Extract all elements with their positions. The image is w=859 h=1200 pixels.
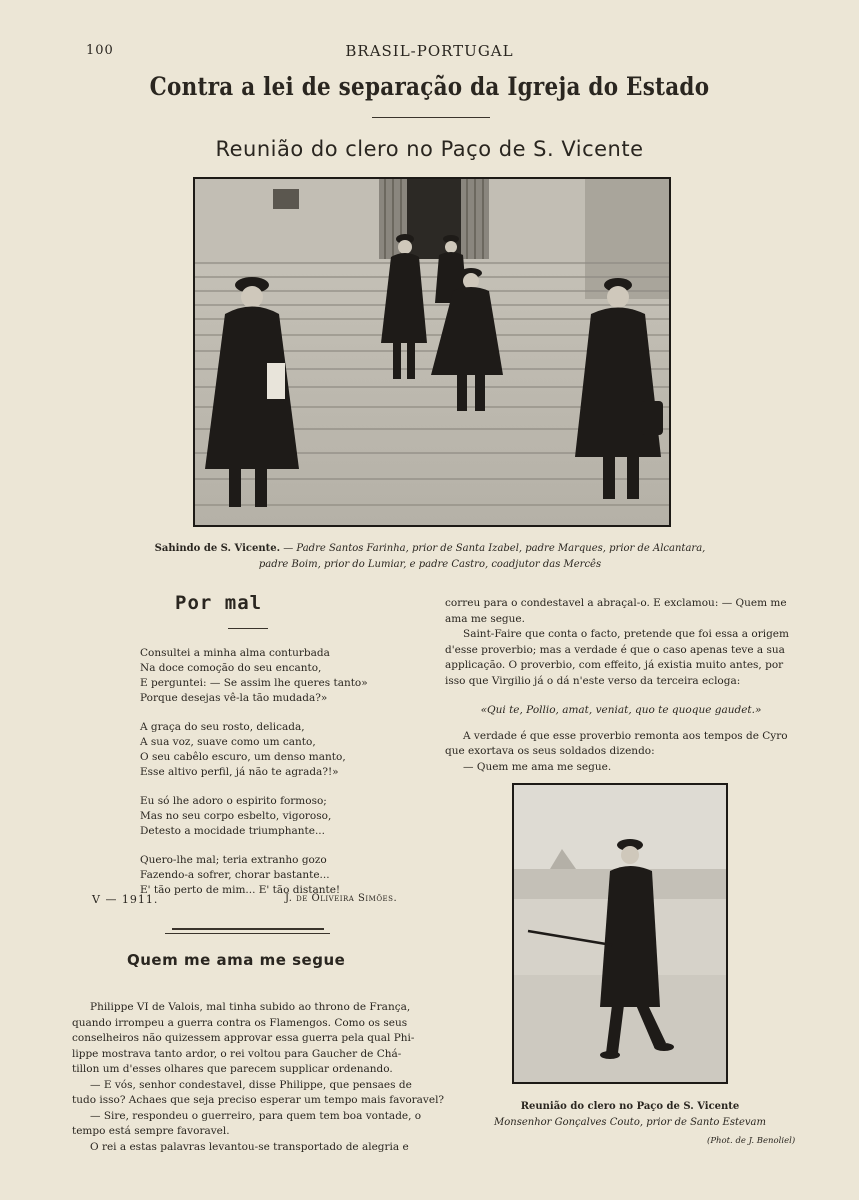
article-title: Contra a lei de separação da Igreja do Estado xyxy=(149,72,710,101)
poem-line: O seu cabêlo escuro, um denso manto, xyxy=(140,751,346,763)
page-number: 100 xyxy=(86,43,114,58)
poem-heading-rule xyxy=(228,628,268,629)
prose-line: — Quem me ama me segue. xyxy=(463,760,612,773)
prose-line: tudo isso? Achaes que seja preciso esperar um tempo mais favoravel? xyxy=(72,1094,445,1106)
poem-heading: Por mal xyxy=(175,592,263,614)
bottom-photo-caption-lead: Reunião do clero no Paço de S. Vicente xyxy=(520,1101,740,1112)
prose-line: lippe mostrava tanto ardor, o rei voltou para Gaucher de Chá- xyxy=(72,1047,402,1060)
poem-line: Eu só lhe adoro o espirito formoso; xyxy=(140,795,327,807)
poem-line: Na doce comoção do seu encanto, xyxy=(140,662,322,674)
poem-line: A graça do seu rosto, delicada, xyxy=(140,721,305,733)
prose-line: conselheiros não quizessem approvar essa guerra pela qual Phi- xyxy=(72,1032,415,1044)
story-right-column xyxy=(445,596,797,775)
poem-author: J. de Oliveira Simões. xyxy=(285,893,398,904)
photo-monsignor-walking-image xyxy=(514,785,726,1082)
poem-line: E perguntei: — Se assim lhe queres tanto» xyxy=(140,677,368,689)
top-photo-caption-lead: Sahindo de S. Vicente. xyxy=(154,543,281,554)
top-photo-caption-names: — Padre Santos Farinha, prior de Santa Izabel, padre Marques, prior de Alcantara, xyxy=(283,543,706,554)
prose-line: Philippe VI de Valois, mal tinha subido ao throno de França, xyxy=(90,1001,411,1013)
prose-line: correu para o condestavel a abraçal-o. E exclamou: — Quem me xyxy=(445,597,787,609)
photo-credit: (Phot. de J. Benoliel) xyxy=(707,1136,796,1146)
prose-line: quando irrompeu a guerra contra os Flamengos. Como os seus xyxy=(72,1016,408,1029)
prose-line: tillon um d'esses olhares que parecem supplicar ordenando. xyxy=(72,1063,393,1075)
bottom-photo-caption xyxy=(460,1099,800,1131)
section-divider-top xyxy=(172,928,324,930)
prose-line: ama me segue. xyxy=(445,612,525,625)
running-head: BRASIL-PORTUGAL xyxy=(345,42,514,60)
poem-stanza xyxy=(140,646,368,706)
section-divider-bottom xyxy=(165,933,330,934)
photo-monsignor-walking xyxy=(512,783,728,1084)
photo-clergy-on-stairs xyxy=(193,177,671,527)
poem-line: Esse altivo perfil, já não te agrada?!» xyxy=(140,766,339,778)
story-left-column xyxy=(72,1000,445,1155)
prose-line: Saint-Faire que conta o facto, pretende que foi essa a origem xyxy=(463,628,789,640)
story-heading: Quem me ama me segue xyxy=(127,951,346,969)
poem-line: A sua voz, suave como um canto, xyxy=(140,736,316,748)
prose-line: — E vós, senhor condestavel, disse Philippe, que pensaes de xyxy=(90,1078,412,1091)
top-photo-caption-line1 xyxy=(100,541,760,557)
poem-body xyxy=(140,646,368,912)
prose-line: — Sire, respondeu o guerreiro, para quem tem boa vontade, o xyxy=(90,1109,422,1122)
article-subtitle: Reunião do clero no Paço de S. Vicente xyxy=(215,137,644,161)
poem-line: Mas no seu corpo esbelto, vigoroso, xyxy=(140,810,332,822)
latin-quote: «Qui te, Pollio, amat, veniat, quo te quoque gaudet.» xyxy=(480,704,762,716)
prose-line: O rei a estas palavras levantou-se transportado de alegria e xyxy=(90,1140,409,1153)
prose-line: d'esse proverbio; mas a verdade é que o caso apenas teve a sua xyxy=(445,643,785,656)
title-rule xyxy=(372,117,490,118)
prose-line: que exortava os seus soldados dizendo: xyxy=(445,745,655,757)
poem-dateline: V — 1911. xyxy=(92,893,159,906)
poem-stanza xyxy=(140,720,368,780)
photo-clergy-on-stairs-image xyxy=(195,179,669,525)
top-photo-caption-names-cont: padre Boim, prior do Lumiar, e padre Castro, coadjutor das Mercês xyxy=(258,559,602,570)
poem-stanza xyxy=(140,794,368,839)
prose-line: applicação. O proverbio, com effeito, já existia muito antes, por xyxy=(445,659,784,671)
prose-line: tempo está sempre favoravel. xyxy=(72,1125,230,1137)
top-photo-caption-line2 xyxy=(100,557,760,573)
poem-line: Fazendo-a sofrer, chorar bastante... xyxy=(140,869,330,881)
poem-line: Porque desejas vê-la tão mudada?» xyxy=(140,692,328,704)
bottom-photo-caption-name: Monsenhor Gonçalves Couto, prior de Santo Estevam xyxy=(494,1117,766,1128)
prose-line: isso que Virgilio já o dá n'este verso da terceira ecloga: xyxy=(445,674,741,687)
prose-line: A verdade é que esse proverbio remonta aos tempos de Cyro xyxy=(463,729,788,742)
poem-line: Detesto a mocidade triumphante... xyxy=(140,825,325,837)
poem-stanza xyxy=(140,853,368,898)
poem-line: Consultei a minha alma conturbada xyxy=(140,647,330,659)
top-photo-caption xyxy=(100,541,760,573)
poem-line: Quero-lhe mal; teria extranho gozo xyxy=(140,854,327,866)
poem-line: E' tão perto de mim... E' tão distante! xyxy=(140,884,341,896)
